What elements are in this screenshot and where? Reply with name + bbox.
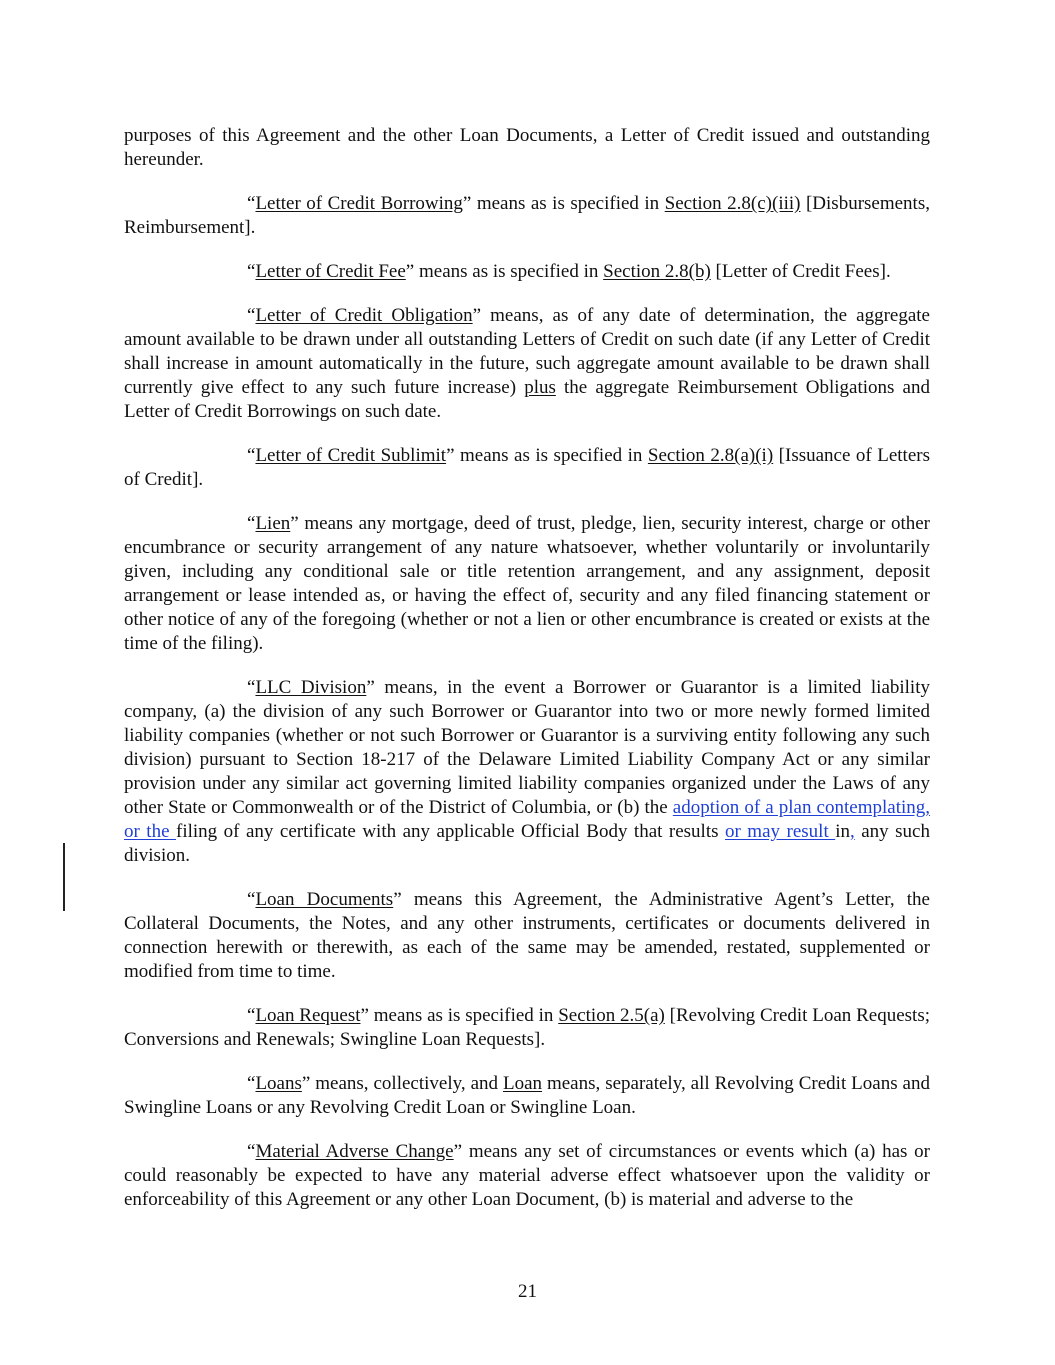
definition-text: in bbox=[835, 821, 850, 842]
definition-text: ” means any set of circumstances or events which (a) has or could reasonably be expected to have any material adverse effect whatsoever upon the validity or enforceability of this Agreement or any other Loan Document, (b) is material and adverse to the bbox=[124, 1141, 931, 1210]
definition-text: ” means, in the event a Borrower or Guarantor is a limited liability company, (a) the division of any such Borrower or Guarantor into two or more newly formed limited liability companies (whether or not such Borrower or Guarantor is a surviving entity following any such division) pursuant to Section 18-217 of the Delaware Limited Liability Company Act or any similar provision under any similar act governing limited liability companies organized under the Laws of any other State or Commonwealth or of the District of Columbia, or (b) the bbox=[124, 677, 930, 818]
definition-letter-of-credit-borrowing bbox=[124, 192, 930, 240]
definition-loans bbox=[124, 1072, 930, 1120]
tracked-insertion: adoption of a plan contemplating, or the bbox=[124, 797, 931, 842]
tracked-insertion: or may result bbox=[725, 821, 836, 842]
defined-term-secondary: Loan bbox=[502, 1073, 543, 1094]
open-quote: “ bbox=[247, 1073, 256, 1094]
section-reference: Section 2.8(a)(i) bbox=[647, 445, 774, 466]
definition-text: ” means, as of any date of determination, the aggregate amount available to be drawn under all outstanding Letters of Credit on such date (if any Letter of Credit shall increase in amount automatically in the future, such aggregate amount available to be drawn shall currently give effect to any such future increase) bbox=[124, 305, 930, 398]
section-reference: Section 2.8(c)(iii) bbox=[664, 193, 801, 214]
open-quote: “ bbox=[247, 1141, 256, 1162]
defined-term: Letter of Credit Sublimit bbox=[255, 445, 447, 466]
definition-loan-request bbox=[124, 1004, 930, 1052]
definition-text: means, separately, all Revolving Credit Loans and Swingline Loans or any Revolving Credit Loan or Swingline Loan. bbox=[124, 1073, 930, 1118]
defined-term: Material Adverse Change bbox=[255, 1141, 454, 1162]
definition-llc-division bbox=[124, 676, 930, 868]
open-quote: “ bbox=[247, 889, 256, 910]
definition-material-adverse-change bbox=[124, 1140, 930, 1212]
document-page bbox=[124, 124, 930, 1232]
definition-text: ” means this Agreement, the Administrative Agent’s Letter, the Collateral Documents, the Notes, and any other instruments, certificates or documents delivered in connection herewith or therewith, as each of the same may be amended, restated, supplemented or modified from time to time. bbox=[124, 889, 930, 982]
defined-term: Letter of Credit Borrowing bbox=[255, 193, 463, 214]
definition-letter-of-credit-sublimit bbox=[124, 444, 930, 492]
page-number: 21 bbox=[518, 1281, 537, 1302]
definition-text: [Issuance of Letters of Credit]. bbox=[124, 445, 930, 490]
defined-term: Lien bbox=[255, 513, 291, 534]
defined-term: Letter of Credit Fee bbox=[255, 261, 406, 282]
open-quote: “ bbox=[247, 445, 256, 466]
tracked-change-comma: , bbox=[850, 821, 855, 842]
defined-term: Loan Request bbox=[255, 1005, 361, 1026]
definition-text: ” means as is specified in bbox=[446, 445, 648, 466]
definition-letter-of-credit-fee bbox=[124, 260, 930, 284]
definition-text: ” means any mortgage, deed of trust, pledge, lien, security interest, charge or other encumbrance or security arrangement of any nature whatsoever, whether voluntarily or involuntarily given, including any conditional sale or title retention arrangement, and any assignment, deposit arrangement or lease intended as, or having the effect of, security and any filed financing statement or other notice of any of the foregoing (whether or not a lien or other encumbrance is created or exists at the time of the filing). bbox=[124, 513, 930, 654]
definition-loan-documents bbox=[124, 888, 930, 984]
definition-text: ” means as is specified in bbox=[360, 1005, 559, 1026]
open-quote: “ bbox=[247, 261, 256, 282]
defined-term: LLC Division bbox=[255, 677, 367, 698]
definition-text: the aggregate Reimbursement Obligations and Letter of Credit Borrowings on such date. bbox=[124, 377, 930, 422]
definition-text: ” means as is specified in bbox=[405, 261, 604, 282]
definition-letter-of-credit-obligation bbox=[124, 304, 930, 424]
definition-text: [Disbursements, Reimbursement]. bbox=[124, 193, 930, 238]
definition-lien bbox=[124, 512, 930, 656]
section-reference: Section 2.8(b) bbox=[603, 261, 711, 282]
open-quote: “ bbox=[247, 305, 256, 326]
section-reference: Section 2.5(a) bbox=[558, 1005, 665, 1026]
open-quote: “ bbox=[247, 513, 256, 534]
definition-text: [Letter of Credit Fees]. bbox=[710, 261, 891, 282]
paragraph-continuation: purposes of this Agreement and the other Loan Documents, a Letter of Credit issued and outstanding hereunder. bbox=[124, 125, 930, 170]
emphasis-plus: plus bbox=[524, 377, 556, 398]
revision-change-bar bbox=[63, 843, 65, 911]
defined-term: Loans bbox=[255, 1073, 302, 1094]
definition-text: [Revolving Credit Loan Requests; Conversions and Renewals; Swingline Loan Requests]. bbox=[124, 1005, 930, 1050]
defined-term: Letter of Credit Obligation bbox=[255, 305, 473, 326]
definition-text: ” means, collectively, and bbox=[301, 1073, 503, 1094]
open-quote: “ bbox=[247, 193, 256, 214]
defined-term: Loan Documents bbox=[255, 889, 394, 910]
open-quote: “ bbox=[247, 1005, 256, 1026]
definition-text: filing of any certificate with any applicable Official Body that results bbox=[176, 821, 725, 842]
open-quote: “ bbox=[247, 677, 256, 698]
definition-text: ” means as is specified in bbox=[462, 193, 665, 214]
definition-text: any such division. bbox=[124, 821, 930, 866]
